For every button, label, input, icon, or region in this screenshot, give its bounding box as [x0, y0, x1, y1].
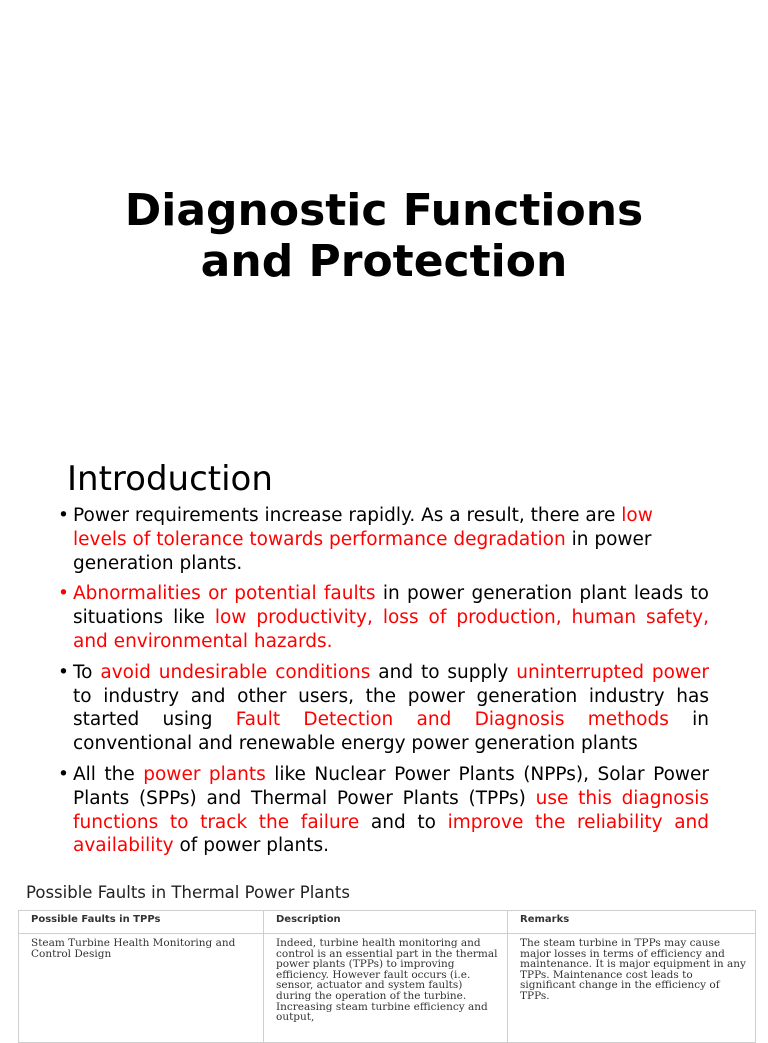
highlighted-text: power plants	[143, 763, 266, 785]
bullet-text: of power plants.	[173, 835, 329, 857]
bullet-text: Power requirements increase rapidly. As a result, there are	[73, 505, 622, 526]
faults-table-header-row	[19, 911, 756, 934]
bullet-text: in power generation plants.	[73, 528, 652, 574]
bullet-text: All the	[73, 763, 144, 785]
title-line-2: and Protection	[200, 236, 568, 287]
bullet-item	[58, 763, 709, 858]
highlighted-text: avoid undesirable conditions	[100, 661, 371, 683]
cell-fault: Steam Turbine Health Monitoring and Control Design	[19, 934, 264, 1043]
faults-slide	[0, 870, 768, 1024]
highlighted-text: uninterrupted power	[516, 661, 710, 683]
faults-table-caption: Possible Faults in Thermal Power Plants	[26, 883, 350, 902]
slide-title	[60, 185, 708, 287]
bullet-text: and to supply	[370, 661, 517, 683]
header-cell-description: Description	[264, 911, 508, 934]
table-row	[19, 934, 756, 1043]
bullet-text: To	[73, 661, 101, 683]
title-slide	[0, 0, 768, 440]
faults-table	[18, 910, 756, 1043]
cell-remarks: The steam turbine in TPPs may cause major losses in terms of efficiency and maintenance. It is major equipment in any TPPs. Maintenance cost leads to significant change in the efficiency of TPPs.	[508, 934, 756, 1043]
bullet-text: like Nuclear Power Plants (NPPs), Solar Power Plants (SPPs) and Thermal Power Plants (TPPs)	[73, 763, 710, 809]
highlighted-text: use this diagnosis functions to track the failure	[73, 787, 709, 833]
highlighted-text: Fault Detection and Diagnosis methods	[235, 709, 669, 731]
highlighted-text: Abnormalities or potential faults	[73, 583, 376, 605]
highlighted-text: low productivity, loss of production, human safety, and environmental hazards.	[73, 607, 710, 652]
bullet-text: in conventional and renewable energy power generation plants	[73, 709, 709, 755]
title-line-1: Diagnostic Functions	[124, 185, 644, 236]
bullet-text: in power generation plant leads to situations like	[73, 583, 709, 629]
introduction-slide	[0, 440, 768, 860]
highlighted-text: low levels of tolerance towards performance degradation	[73, 505, 653, 550]
cell-description: Indeed, turbine health monitoring and control is an essential part in the thermal power plants (TPPs) to improving efficiency. However fault occurs (i.e. sensor, actuator and system faults) during the operation of the turbine. Increasing steam turbine efficiency and output,	[264, 934, 508, 1043]
bullet-text: to industry and other users, the power generation industry has started using	[73, 685, 709, 731]
bullet-text: and to	[359, 811, 448, 833]
header-cell-faults: Possible Faults in TPPs	[19, 911, 264, 934]
bullet-item	[58, 661, 709, 756]
introduction-bullet-list	[58, 504, 709, 865]
highlighted-text: improve the reliability and availability	[73, 811, 709, 857]
introduction-heading: Introduction	[67, 459, 273, 499]
bullet-item	[58, 582, 709, 653]
bullet-item	[58, 504, 709, 575]
header-cell-remarks: Remarks	[508, 911, 756, 934]
